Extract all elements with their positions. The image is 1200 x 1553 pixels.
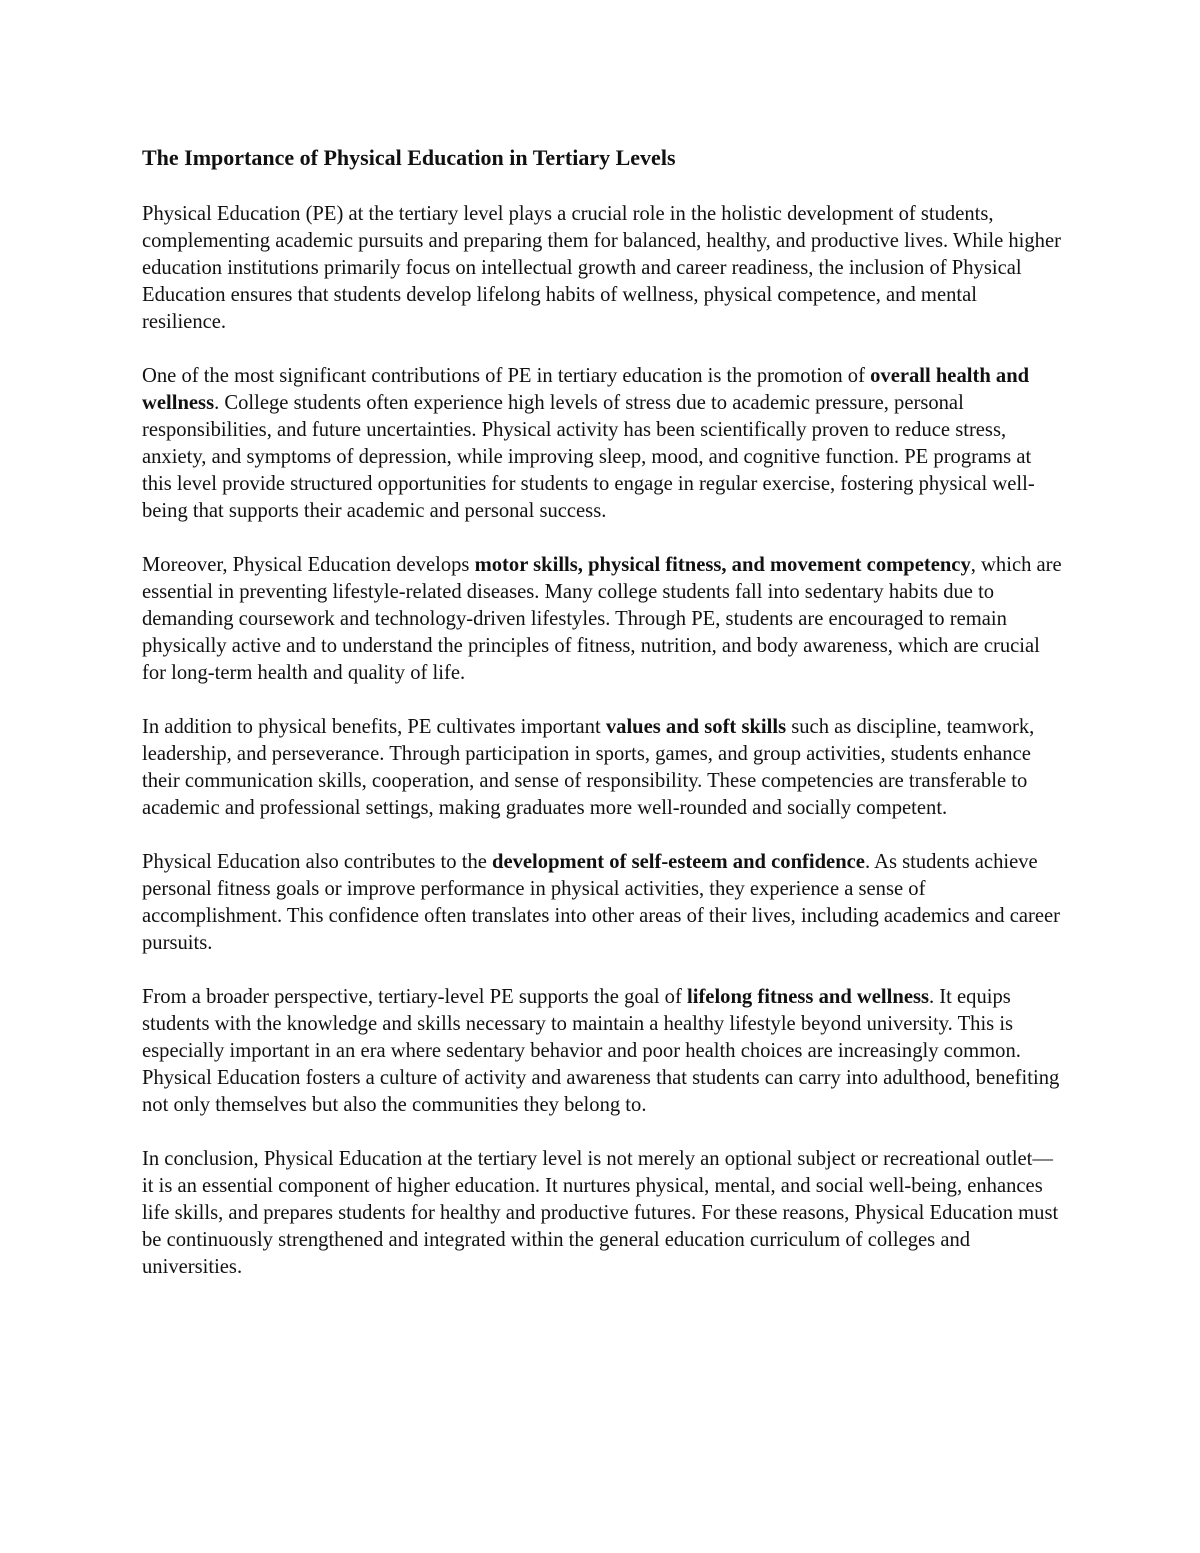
paragraph-soft-skills	[142, 714, 1062, 822]
paragraph-text: Moreover, Physical Education develops	[142, 554, 475, 576]
paragraph-lifelong-fitness	[142, 984, 1062, 1119]
paragraph-health-wellness	[142, 363, 1062, 525]
paragraph-emphasis: values and soft skills	[605, 716, 787, 738]
paragraph-emphasis: overall health and wellness	[142, 365, 1030, 414]
paragraph-emphasis: motor skills, physical fitness, and movement competency	[474, 554, 971, 576]
paragraph-text: In conclusion, Physical Education at the tertiary level is not merely an optional subject or recreational outlet—it is an essential component of higher education. It nurtures physical, mental, and social well-being, enhances life skills, and prepares students for healthy and productive futures. For these reasons, Physical Education must be continuously strengthened and integrated within the general education curriculum of colleges and universities.	[142, 1148, 1059, 1278]
paragraph-text: . College students often experience high levels of stress due to academic pressure, personal responsibilities, and future uncertainties. Physical activity has been scientifically proven to reduce stress, anxiety, and symptoms of depression, while improving sleep, mood, and cognitive function. PE programs at this level provide structured opportunities for students to engage in regular exercise, fostering physical well-being that supports their academic and personal success.	[142, 392, 1035, 522]
paragraph-text: . It equips students with the knowledge and skills necessary to maintain a healthy lifestyle beyond university. This is especially important in an era where sedentary behavior and poor health choices are increasingly common. Physical Education fosters a culture of activity and awareness that students can carry into adulthood, benefiting not only themselves but also the communities they belong to.	[142, 986, 1060, 1116]
paragraph-text: Physical Education also contributes to the	[142, 851, 493, 873]
paragraph-text: One of the most significant contributions of PE in tertiary education is the promotion of	[142, 365, 871, 387]
paragraph-text: Physical Education (PE) at the tertiary level plays a crucial role in the holistic development of students, complementing academic pursuits and preparing them for balanced, healthy, and productive lives. While higher education institutions primarily focus on intellectual growth and career readiness, the inclusion of Physical Education ensures that students develop lifelong habits of wellness, physical competence, and mental resilience.	[142, 203, 1061, 333]
paragraph-self-esteem	[142, 849, 1062, 957]
paragraph-text: . As students achieve personal fitness goals or improve performance in physical activities, they experience a sense of accomplishment. This confidence often translates into other areas of their lives, including academics and career pursuits.	[142, 851, 1060, 954]
paragraph-text: such as discipline, teamwork, leadership, and perseverance. Through participation in sports, games, and group activities, students enhance their communication skills, cooperation, and sense of responsibility. These competencies are transferable to academic and professional settings, making graduates more well-rounded and socially competent.	[142, 716, 1035, 819]
paragraph-text: In addition to physical benefits, PE cultivates important	[142, 716, 606, 738]
paragraph-emphasis: development of self-esteem and confidence	[492, 851, 865, 873]
document-title: The Importance of Physical Education in Tertiary Levels	[142, 145, 676, 170]
paragraph-intro	[142, 201, 1062, 336]
paragraph-text: From a broader perspective, tertiary-level PE supports the goal of	[142, 986, 687, 1008]
paragraph-text: , which are essential in preventing lifestyle-related diseases. Many college students fall into sedentary habits due to demanding coursework and technology-driven lifestyles. Through PE, students are encouraged to remain physically active and to understand the principles of fitness, nutrition, and body awareness, which are crucial for long-term health and quality of life.	[142, 554, 1062, 684]
document-page	[142, 142, 1062, 1308]
paragraph-motor-skills	[142, 552, 1062, 687]
paragraph-conclusion	[142, 1146, 1062, 1281]
paragraph-emphasis: lifelong fitness and wellness	[687, 986, 929, 1008]
